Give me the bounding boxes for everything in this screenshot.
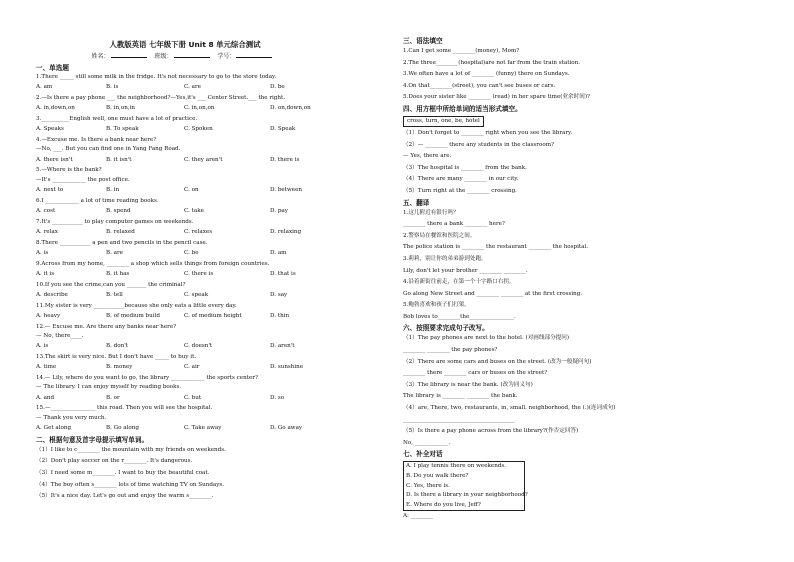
option-c[interactable]: C. doesn't [184, 343, 213, 350]
option-a[interactable]: A. Get along [36, 425, 72, 432]
option-b[interactable]: B. Go along [106, 425, 139, 432]
section5-items [403, 208, 593, 324]
class-field[interactable] [174, 57, 210, 58]
question-stem: 12.— Excuse me. Are there any banks near here? [36, 323, 177, 330]
left-column [36, 36, 334, 503]
section5-item: 4.沿着新街往前走，在第一个十字路口右拐。 [403, 279, 515, 286]
section3-item: 2.The three________(hospital)are not far from the train station. [403, 59, 580, 66]
options-row [36, 185, 334, 197]
question-stem: 6.I ____________ a lot of time reading books. [36, 197, 159, 204]
options-row [36, 393, 334, 405]
section2-item: （1）I like to c________ the mountain with my friends on weekends. [36, 446, 226, 453]
section3-title: 三、语法填空 [403, 37, 443, 45]
option-d[interactable]: D. there is [270, 156, 300, 163]
section4-item: （5）Turn right at the ________ crossing. [403, 187, 517, 194]
option-a[interactable]: A. is [36, 250, 49, 257]
option-c[interactable]: C. they aren't [184, 156, 223, 163]
option-a[interactable]: A. heavy [36, 313, 61, 320]
option-d[interactable]: D. on,down,on [270, 105, 311, 112]
option-c[interactable]: C. there is [184, 271, 214, 278]
name-label: 姓名： [91, 53, 110, 60]
options-row [36, 341, 334, 353]
option-d[interactable]: D. Speak [270, 126, 296, 133]
section5-title: 五、翻译 [403, 198, 430, 207]
options-row [36, 227, 334, 239]
option-b[interactable]: B. To speak [106, 126, 139, 133]
option-b[interactable]: B. of medium build [106, 313, 160, 320]
options-row [36, 362, 334, 374]
option-d[interactable]: D. Go away [270, 425, 303, 432]
section4-title: 四、用方框中所给单词的适当形式填空。 [403, 104, 522, 113]
option-c[interactable]: C. speak [184, 292, 209, 299]
options-row [36, 206, 334, 218]
section6-item: （3）The library is near the bank. (改为同义句) [403, 381, 533, 388]
id-field[interactable] [236, 57, 272, 58]
question-stem: 14.— Lily, where do you want to go, the library ____________ the sports center? [36, 374, 258, 381]
section6-item: （5）Is there a pay phone across from the library?(作否定回答) [403, 428, 579, 435]
question-extra: — Thank you very much. [36, 414, 107, 421]
options-row [36, 248, 334, 260]
options-row [36, 269, 334, 281]
right-column [403, 36, 616, 523]
section7-title: 七、补全对话 [403, 450, 443, 459]
question-extra: —No, ___. But you can find one in Yang Fang Road. [36, 146, 181, 153]
section6-item: ________________________________________ [403, 416, 515, 423]
option-d[interactable]: D. pay [270, 208, 288, 215]
option-b[interactable]: B. is [106, 84, 119, 91]
option-a[interactable]: A. in,down,on [36, 105, 75, 112]
option-a[interactable]: A. am [36, 84, 53, 91]
section3-item: 4.On that________(street), you can't see buses or cars. [403, 82, 556, 89]
option-b[interactable]: B. are [106, 250, 123, 257]
option-c[interactable]: C. Take away [184, 425, 222, 432]
option-d[interactable]: D. relaxing [270, 229, 302, 236]
section2-items [36, 445, 334, 503]
option-b[interactable]: B. or [106, 394, 120, 401]
section6-item: ________ ________ the pay phones? [403, 347, 498, 354]
question-stem: 10.If you see the crime,can you _______ the criminal? [36, 281, 186, 288]
dialogue-option: A. I play tennis there on weekends. [406, 463, 507, 470]
section4-item: — Yes, there are. [403, 153, 452, 160]
page-title: 人教版英语 七年级下册 Unit 8 单元综合测试 [109, 40, 261, 49]
option-c[interactable]: C. Spoken [184, 126, 213, 133]
question-stem: 13.The skirt is very nice. But I don't have _____ to buy it. [36, 353, 197, 360]
option-d[interactable]: D. say [270, 292, 288, 299]
question-extra: — No, there____. [36, 333, 84, 339]
section5-item: 2.警察局在餐馆和医院之间。 [403, 232, 476, 239]
section5-item: 1.这儿附近有银行吗？ [403, 209, 459, 216]
option-b[interactable]: B. in,on,in [106, 105, 135, 112]
option-c[interactable]: C. of medium height [184, 313, 242, 320]
section6-item: No, ____________. [403, 439, 451, 446]
word-box: cross, turn, one, be, hotel [403, 116, 484, 127]
option-b[interactable]: B. tell [106, 292, 123, 299]
options-row [36, 124, 334, 136]
section1-title: 一、单选题 [36, 64, 69, 72]
option-b[interactable]: B. in [106, 187, 120, 194]
dialogue-answer-line: A: ________ [403, 513, 434, 520]
option-b[interactable]: B. relaxed [106, 229, 135, 236]
option-b[interactable]: B. spend [106, 208, 131, 215]
option-c[interactable]: C. take [184, 208, 204, 215]
section4-items [403, 128, 593, 198]
section3-item: 5.Does your sister like ________ (read) in her spare time(业余时间)? [403, 94, 590, 101]
section2-item: （5）It's a nice day. Let's go out and enjoy the warm s________. [36, 493, 214, 500]
question-stem: 2.—Is there a pay phone ___ the neighborhood?—Yes,it's ___ Center Street.___ the right. [36, 94, 285, 101]
option-a[interactable]: A. time [36, 364, 57, 371]
option-c[interactable]: C. are [184, 84, 201, 91]
option-b[interactable]: B. money [106, 364, 133, 371]
section5-item: Lily, don't let your brother ________ ________. [403, 267, 528, 274]
question-extra: —It's ____________ the post office. [36, 176, 130, 183]
option-a[interactable]: A. there isn't [36, 156, 73, 163]
options-row [36, 290, 334, 302]
question-stem: 7.It's ___________ to play computer games on weekends. [36, 218, 194, 225]
section4-item: （4）There are many ________ in our city. [403, 176, 519, 183]
option-b[interactable]: B. it isn't [106, 156, 132, 163]
options-row [36, 82, 334, 94]
options-row [36, 155, 334, 167]
section3-item: 3.We often have a lot of ________ (funny) there on Sundays. [403, 71, 570, 78]
question-stem: 11.My sister is very ___________because she only eats a little every day. [36, 302, 237, 309]
option-a[interactable]: A. and [36, 394, 55, 401]
option-d[interactable]: D. between [270, 187, 302, 194]
option-b[interactable]: B. it has [106, 271, 130, 278]
option-a[interactable]: A. cost [36, 208, 56, 215]
question-stem: 8.There ___________ a pen and two pencils in the pencil case. [36, 239, 208, 246]
question-stem: 5.—Where is the bank? [36, 167, 102, 174]
section2-item: （2）Don't play soccer on the r________. It's dangerous. [36, 458, 193, 465]
dialogue-option: E. Where do you live, Jeff? [406, 501, 481, 508]
question-stem: 15.—________________ this road. Then you will see the hospital. [36, 405, 213, 412]
option-d[interactable]: D. aren't [270, 343, 295, 350]
dialogue-option: C. Yes, there is. [406, 482, 450, 489]
option-c[interactable]: C. be [184, 250, 199, 257]
option-d[interactable]: D. am [270, 250, 287, 257]
section3-item: 1.Can I get some ________(money), Mom? [403, 48, 520, 54]
section2-item: （3）I need some m________. I want to buy the beautiful coat. [36, 469, 210, 476]
option-a[interactable]: A. describe [36, 292, 68, 299]
section5-item: Go along New Street and ________ ________ at the first crossing. [403, 290, 583, 297]
option-c[interactable]: C. on [184, 187, 199, 194]
option-c[interactable]: C. in,on,on [184, 105, 215, 112]
section6-item: （4）are, There, two, restaurants, in, small. neighborhood, the (.)(连词成句) [403, 405, 616, 412]
question-stem: 3.__________English well, one must have a lot of practice. [36, 115, 198, 122]
section4-item: （3）The hospital is ________ from the bank. [403, 164, 527, 171]
section2-item: （4）The boy often s________ lots of time watching TV on Sundays. [36, 481, 225, 488]
question-stem: 1.There _____ still some milk in the fridge. It's not necessary to go to the store today. [36, 74, 277, 80]
option-b[interactable]: B. don't [106, 343, 129, 350]
options-row [36, 103, 334, 115]
option-a[interactable]: A. next to [36, 187, 64, 194]
section5-item: 5.鲍勃喜欢和孩子们打架。 [403, 302, 470, 309]
section5-item: ________ there a bank ________ here? [403, 221, 505, 228]
option-d[interactable]: D. be [270, 84, 285, 91]
option-a[interactable]: A. Speaks [36, 126, 64, 133]
section2-title: 二、根据句意及首字母提示填写单词。 [36, 435, 149, 444]
option-d[interactable]: D. that is [270, 271, 296, 278]
option-c[interactable]: C. relaxes [184, 229, 213, 236]
section5-item: The police station is ________ the restaurant ________ the hospital. [403, 244, 589, 251]
option-d[interactable]: D. thin [270, 313, 290, 320]
dialogue-option: B. Do you walk there? [406, 473, 469, 479]
option-a[interactable]: A. it is [36, 271, 55, 278]
options-row [36, 423, 334, 435]
option-c[interactable]: C. but [184, 394, 202, 401]
question-stem: 9.Across from my home, ________ a shop which sells things from foreign countries. [36, 260, 270, 267]
options-row [36, 311, 334, 323]
dialogue-option: D. Is there a library in your neighborhood? [406, 492, 528, 499]
section6-title: 六、按照要求完成句子改写。 [403, 324, 489, 333]
section4-item: （2）— ________ there any students in the classroom? [403, 141, 555, 148]
section6-item: （1）The pay phones are next to the hotel. (对画线部分提问) [403, 335, 570, 342]
question-extra: — The library. I can enjoy myself by reading books. [36, 384, 182, 391]
question-stem: 4.—Excuse me. Is there a bank near here? [36, 136, 157, 143]
option-a[interactable]: A. is [36, 343, 49, 350]
section6-item: （2）There are some cars and buses on the street. (改为一般疑问句) [403, 358, 592, 365]
section1-questions [36, 73, 334, 435]
option-d[interactable]: D. sunshine [270, 364, 304, 371]
section3-items [403, 46, 593, 104]
class-label: 班级： [154, 53, 173, 60]
id-label: 学号： [217, 53, 236, 60]
option-d[interactable]: D. so [270, 394, 285, 401]
option-c[interactable]: C. air [184, 364, 200, 371]
section6-item: ________ there ________ cars or buses on the street? [403, 370, 548, 377]
student-info-line [36, 51, 334, 63]
section5-item: 3.莉莉，别让你的弟弟游到处跑。 [403, 255, 487, 262]
dialogue-options-box [403, 461, 528, 511]
section4-item: （1）Don't forget to ________ right when you see the library. [403, 129, 573, 136]
option-a[interactable]: A. relax [36, 229, 58, 236]
section6-items [403, 333, 616, 449]
section6-item: The library is ________ ________ the bank. [403, 393, 518, 400]
name-field[interactable] [111, 57, 147, 58]
section5-item: Bob loves to________the________________. [403, 313, 516, 320]
